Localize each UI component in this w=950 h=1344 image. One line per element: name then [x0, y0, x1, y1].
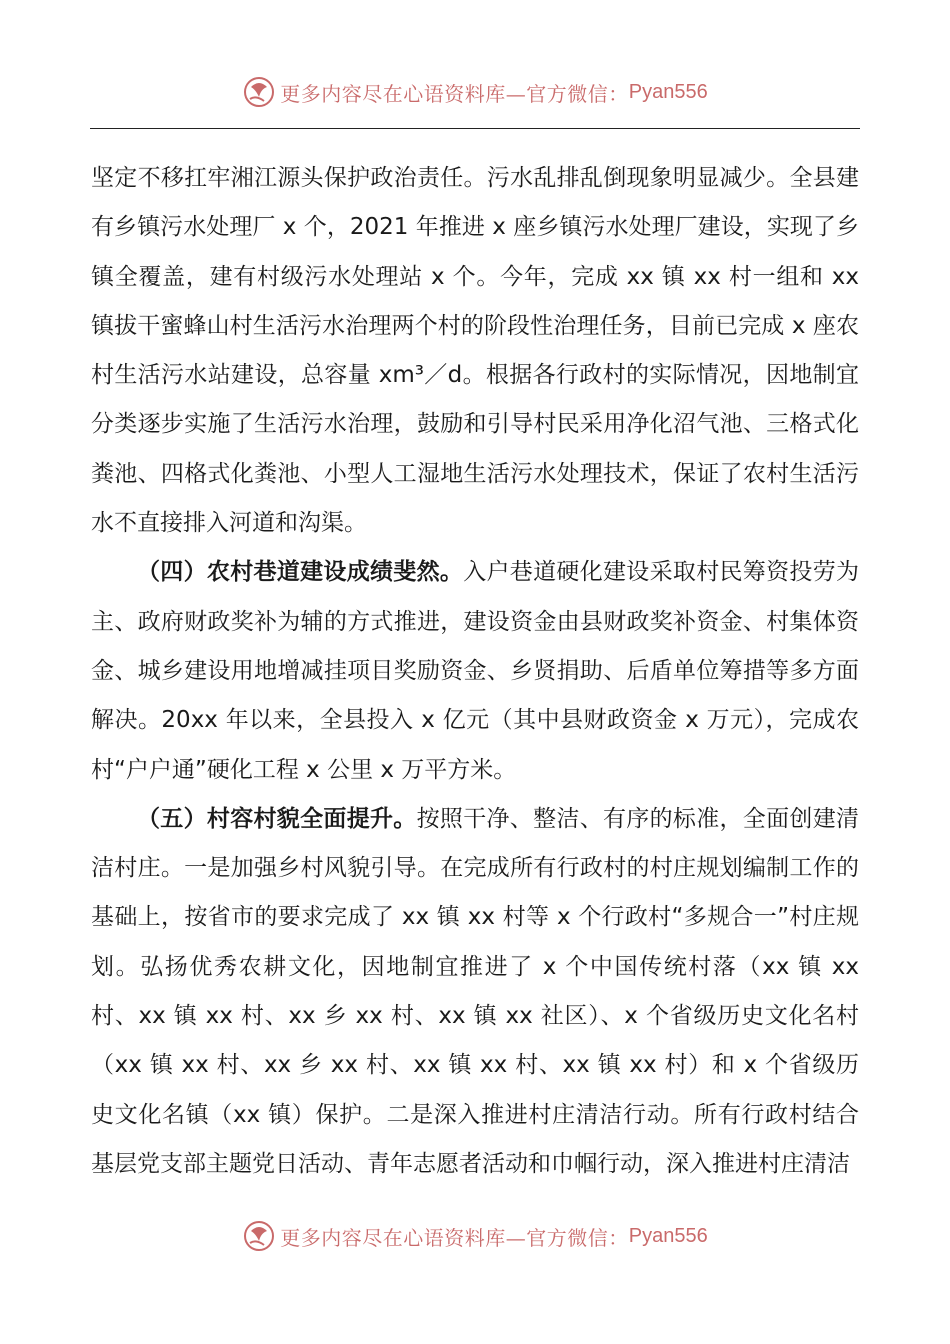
header-watermark-text: 更多内容尽在心语资料库—官方微信： [280, 81, 629, 106]
paragraph-3-heading: （五）村容村貌全面提升。 [137, 805, 417, 832]
brand-logo-icon [242, 1219, 276, 1253]
paragraph-3-text: 按照干净、整洁、有序的标准，全面创建清洁村庄。一是加强乡村风貌引导。在完成所有行政村的村庄规划编制工作的基础上，按省市的要求完成了 xx 镇 xx 村等 x 个行政村“多规合一”村庄规划。弘扬优秀农耕文化，因地制宜推进了 x 个中国传统村落（xx 镇 xx 村、xx 镇 xx 村、xx 乡 xx 村、xx 镇 xx 社区）、x 个省级历史文化名村（xx 镇 xx 村、xx 乡 xx 村、xx 镇 xx 村、xx 镇 xx 村）和 x 个省级历史文化名镇（xx 镇）保护。二是深入推进村庄清洁行动。所有行政村结合基层党支部主题党日活动、青年志愿者活动和巾帼行动，深入推进村庄清洁 [91, 805, 860, 1177]
paragraph-1: 坚定不移扛牢湘江源头保护政治责任。污水乱排乱倒现象明显减少。全县建有乡镇污水处理厂 x 个，2021 年推进 x 座乡镇污水处理厂建设，实现了乡镇全覆盖，建有村级污水处理站 x 个。今年，完成 xx 镇 xx 村一组和 xx 镇拔干蜜蜂山村生活污水治理两个村的阶段性治理任务，目前已完成 x 座农村生活污水站建设，总容量 xm³／d。根据各行政村的实际情况，因地制宜分类逐步实施了生活污水治理，鼓励和引导村民采用净化沼气池、三格式化粪池、四格式化粪池、小型人工湿地生活污水处理技术，保证了农村生活污水不直接排入河道和沟渠。 [91, 165, 859, 537]
footer-watermark [0, 1216, 950, 1256]
footer-watermark-text: 更多内容尽在心语资料库—官方微信： [280, 1225, 629, 1250]
brand-logo-icon [242, 75, 276, 109]
header-watermark-id: Pyan556 [628, 80, 708, 103]
header-divider [90, 128, 860, 129]
paragraph-3 [91, 795, 859, 1189]
paragraph-2-heading: （四）农村巷道建设成绩斐然。 [137, 559, 464, 586]
footer-watermark-id: Pyan556 [628, 1224, 708, 1247]
paragraph-2 [91, 548, 859, 794]
document-body [91, 154, 859, 1189]
paragraph-2-text: 入户巷道硬化建设采取村民筹资投劳为主、政府财政奖补为辅的方式推进，建设资金由县财政奖补资金、村集体资金、城乡建设用地增减挂项目奖励资金、乡贤捐助、后盾单位筹措等多方面解决。20xx 年以来，全县投入 x 亿元（其中县财政资金 x 万元），完成农村“户户通”硬化工程 x 公里 x 万平方米。 [91, 559, 860, 783]
header-watermark [0, 72, 950, 112]
